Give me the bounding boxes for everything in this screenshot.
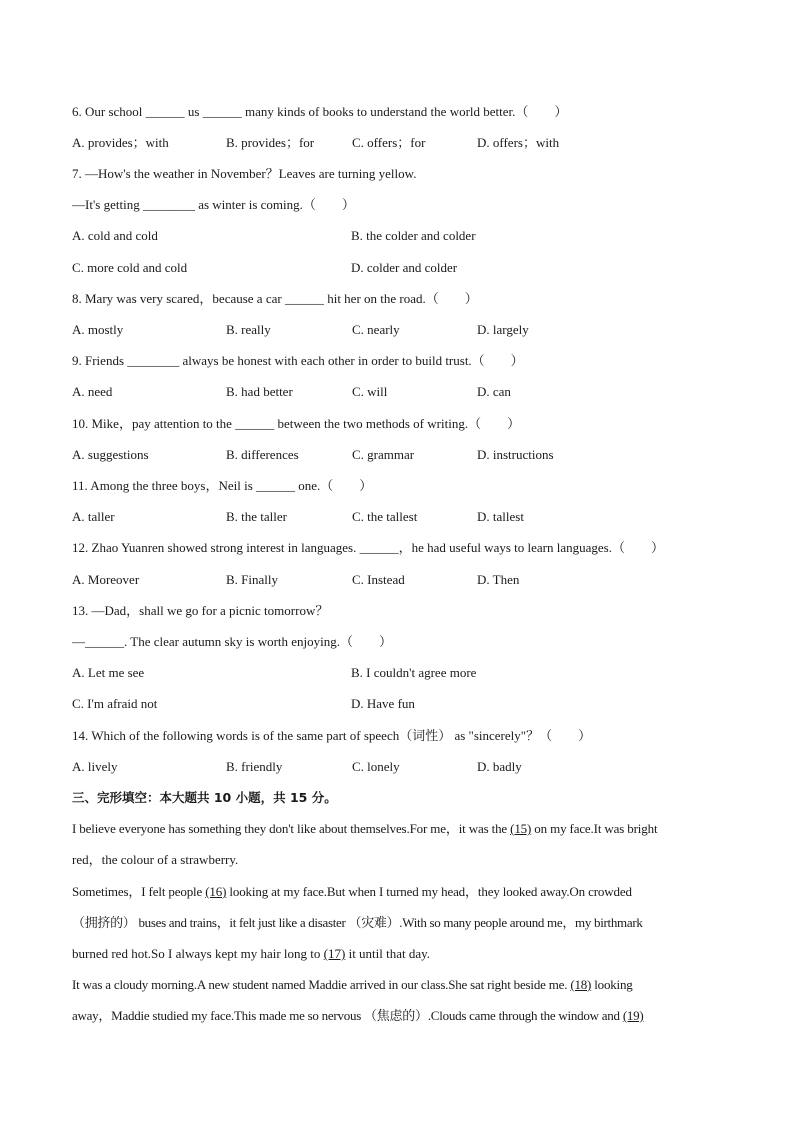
q12-option-a: A. Moreover: [72, 572, 140, 587]
passage-line-6: It was a cloudy morning.A new student named Maddie arrived in our class.She sat right beside me. (18) looking: [72, 977, 633, 992]
passage-line-1: I believe everyone has something they don't like about themselves.For me，it was the (15) on my face.It was bright: [72, 821, 658, 836]
q9-stem: 9. Friends ________ always be honest with each other in order to build trust.（ ）: [72, 353, 524, 368]
q7-option-b: B. the colder and colder: [351, 228, 476, 243]
q14-option-b: B. friendly: [226, 759, 283, 774]
q9-option-b: B. had better: [226, 384, 293, 399]
q6-option-d: D. offers；with: [477, 135, 560, 150]
blank-16: (16): [205, 884, 227, 899]
q14-stem: 14. Which of the following words is of the same part of speech（词性） as "sincerely"？（ ）: [72, 728, 592, 743]
blank-18: (18): [570, 977, 592, 992]
q8-option-a: A. mostly: [72, 322, 124, 337]
q11-stem: 11. Among the three boys，Neil is ______ one.（ ）: [72, 478, 373, 493]
blank-19: (19): [622, 1008, 644, 1023]
q11-option-d: D. tallest: [477, 509, 524, 524]
q6-option-a: A. provides；with: [72, 135, 169, 150]
q14-option-d: D. badly: [477, 759, 522, 774]
q6-stem: 6. Our school ______ us ______ many kinds of books to understand the world better.（ ）: [72, 104, 568, 119]
q7-option-c: C. more cold and cold: [72, 260, 188, 275]
q10-option-c: C. grammar: [352, 447, 415, 462]
q9-option-d: D. can: [477, 384, 511, 399]
q10-option-b: B. differences: [226, 447, 299, 462]
q8-stem: 8. Mary was very scared，because a car ______ hit her on the road.（ ）: [72, 291, 478, 306]
q7-stem-line2: —It's getting ________ as winter is coming.（ ）: [72, 197, 355, 212]
q13-stem-line1: 13. —Dad，shall we go for a picnic tomorrow？: [72, 603, 329, 618]
q11-option-c: C. the tallest: [352, 509, 418, 524]
q10-option-d: D. instructions: [477, 447, 554, 462]
q12-option-d: D. Then: [477, 572, 520, 587]
q8-option-b: B. really: [226, 322, 271, 337]
passage-line-5: burned red hot.So I always kept my hair long to (17) it until that day.: [72, 946, 431, 961]
q11-option-b: B. the taller: [226, 509, 288, 524]
q7-option-d: D. colder and colder: [351, 260, 458, 275]
q12-option-b: B. Finally: [226, 572, 279, 587]
q14-option-c: C. lonely: [352, 759, 400, 774]
passage-line-2: red，the colour of a strawberry.: [72, 852, 239, 867]
q13-option-d: D. Have fun: [351, 696, 415, 711]
q13-stem-line2: —______. The clear autumn sky is worth enjoying.（ ）: [72, 634, 393, 649]
q12-option-c: C. Instead: [352, 572, 405, 587]
q12-stem: 12. Zhao Yuanren showed strong interest in languages. ______，he had useful ways to learn languages.（ ）: [72, 540, 664, 555]
q7-stem-line1: 7. —How's the weather in November？Leaves are turning yellow.: [72, 166, 417, 181]
q6-option-b: B. provides；for: [226, 135, 315, 150]
q7-option-a: A. cold and cold: [72, 228, 158, 243]
q13-option-b: B. I couldn't agree more: [351, 665, 477, 680]
q8-option-d: D. largely: [477, 322, 529, 337]
q13-option-a: A. Let me see: [72, 665, 145, 680]
q11-option-a: A. taller: [72, 509, 115, 524]
blank-15: (15): [510, 821, 532, 836]
passage-line-7: away，Maddie studied my face.This made me so nervous （焦虑的）.Clouds came through the window and (19): [72, 1008, 644, 1023]
q14-option-a: A. lively: [72, 759, 118, 774]
blank-17: (17): [323, 946, 346, 961]
q10-stem: 10. Mike，pay attention to the ______ between the two methods of writing.（ ）: [72, 416, 521, 431]
passage-line-4: （拥挤的） buses and trains，it felt just like a disaster （灾难）.With so many people around me，my birthmark: [72, 915, 643, 930]
q8-option-c: C. nearly: [352, 322, 400, 337]
passage-line-3: Sometimes，I felt people (16) looking at my face.But when I turned my head，they looked away.On crowded: [72, 884, 632, 899]
q10-option-a: A. suggestions: [72, 447, 149, 462]
q6-option-c: C. offers；for: [352, 135, 426, 150]
q9-option-c: C. will: [352, 384, 388, 399]
q9-option-a: A. need: [72, 384, 113, 399]
section-heading: 三、完形填空：本大题共 10 小题，共 15 分。: [72, 790, 337, 805]
q13-option-c: C. I'm afraid not: [72, 696, 158, 711]
